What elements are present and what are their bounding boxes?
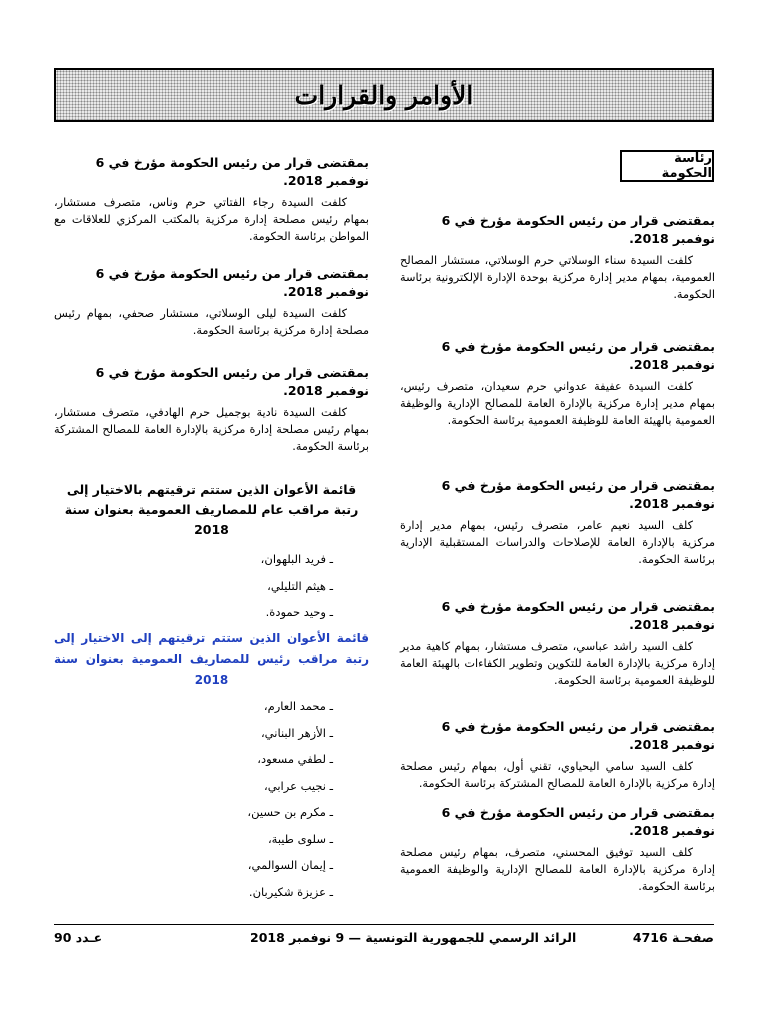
list-item: ـ إيمان السوالمي، [247,858,333,872]
decree-text: كلفت السيدة سناء الوسلاتي حرم الوسلاتي، مستشار المصالح العمومية، بمهام مدير إدارة مركزية بوحدة الإدارة الإلكترونية برئاسة الحكومة. [400,254,715,301]
decree-block [400,212,715,303]
list-item: ـ لطفي مسعود، [257,752,333,766]
list-item: ـ عزيزة شكيربان. [248,884,333,899]
footer-divider [54,924,714,925]
decree-block [400,338,715,429]
decree-heading: بمقتضى قرار من رئيس الحكومة مؤرخ في 6 نوفمبر 2018. [441,478,715,511]
promotion-list [54,628,369,905]
decree-text: كلف السيد نعيم عامر، متصرف رئيس، بمهام مدير إدارة مركزية بالإدارة العامة للإصلاحات والدراسات المستقبلية الإدارية برئاسة الحكومة. [400,519,715,566]
decree-block [400,477,715,568]
list-item: ـ فريد البلهوان، [260,552,333,566]
list-item: ـ نجيب عرابي، [264,778,333,793]
list-item: ـ محمد العارم، [263,699,333,713]
page-title: الأوامر والقرارات [294,80,474,110]
decree-text: كلفت السيدة نادية بوجميل حرم الهادفي، متصرف مستشار، بمهام رئيس مصلحة إدارة مركزية بالإدارة العامة للمصالح المشتركة برئاسة الحكومة. [54,406,369,453]
list-item: ـ هيثم التليلي، [267,578,333,593]
list-item: ـ الأزهر البناني، [260,725,333,740]
decree-heading: بمقتضى قرار من رئيس الحكومة مؤرخ في 6 نوفمبر 2018. [441,339,715,372]
decree-block [400,718,715,792]
decree-text: كلفت السيدة رجاء الفتاتي حرم وناس، متصرف مستشار، بمهام رئيس مصلحة إدارة مركزية بالمكتب المركزي للعلاقات مع المواطن برئاسة الحكومة. [54,196,369,243]
name-list [54,693,369,905]
decree-heading: بمقتضى قرار من رئيس الحكومة مؤرخ في 6 نوفمبر 2018. [95,266,369,299]
decree-heading: بمقتضى قرار من رئيس الحكومة مؤرخ في 6 نوفمبر 2018. [441,213,715,246]
decree-text: كلف السيد توفيق المحسني، متصرف، بمهام رئيس مصلحة إدارة مركزية بالإدارة العامة للمصالح الإدارية والوظيفة العمومية برئاسة الحكومة. [400,846,715,893]
decree-text: كلفت السيدة ليلى الوسلاتي، مستشار صحفي، بمهام رئيس مصلحة إدارة مركزية برئاسة الحكومة. [54,307,369,337]
list-item: ـ سلوى طيبة، [267,831,333,846]
decree-heading: بمقتضى قرار من رئيس الحكومة مؤرخ في 6 نوفمبر 2018. [95,155,369,188]
journal-title: الرائد الرسمي للجمهورية التونسية — 9 نوفمبر 2018 [250,930,577,945]
list-heading: قائمة الأعوان الذين ستتم ترقيتهم بالاختيار إلى رتبة مراقب عام للمصاريف العمومية بعنوان سنة 2018 [64,482,359,537]
decree-block [54,265,369,339]
list-item: ـ مكرم بن حسين، [247,805,333,819]
decree-heading: بمقتضى قرار من رئيس الحكومة مؤرخ في 6 نوفمبر 2018. [441,719,715,752]
list-heading: قائمة الأعوان الذين ستتم ترقيتهم إلى الاختيار إلى رتبة مراقب رئيس للمصاريف العمومية بعنوان سنة 2018 [54,631,369,687]
page-number: صفحـة 4716 [632,930,714,945]
header-banner [54,68,714,122]
decree-block [400,598,715,689]
decree-text: كلف السيد سامي اليحياوي، تقني أول، بمهام رئيس مصلحة إدارة مركزية بالإدارة العامة للمصالح المشتركة برئاسة الحكومة. [400,760,715,790]
decree-block [54,364,369,455]
decree-text: كلف السيد راشد عباسي، متصرف مستشار، بمهام كاهية مدير إدارة مركزية بالإدارة العامة للتكوين وتطوير الكفاءات بالهيئة العامة للوظيفة العمومية برئاسة الحكومة. [400,640,715,687]
list-item: ـ وحيد حمودة. [265,605,333,619]
name-list [54,546,369,626]
decree-block [400,804,715,895]
decree-block [54,154,369,245]
decree-text: كلفت السيدة عفيفة عدواني حرم سعيدان، متصرف رئيس، بمهام مدير إدارة مركزية بالإدارة العامة للمصالح الإدارية والوظيفة العمومية بالهيئة العامة للوظيفة العمومية برئاسة الحكومة. [400,380,715,427]
decree-heading: بمقتضى قرار من رئيس الحكومة مؤرخ في 6 نوفمبر 2018. [441,805,715,838]
issue-number: عـدد 90 [54,930,103,945]
promotion-list [54,480,369,626]
section-label: رئاسة الحكومة [620,150,714,182]
decree-heading: بمقتضى قرار من رئيس الحكومة مؤرخ في 6 نوفمبر 2018. [441,599,715,632]
decree-heading: بمقتضى قرار من رئيس الحكومة مؤرخ في 6 نوفمبر 2018. [95,365,369,398]
